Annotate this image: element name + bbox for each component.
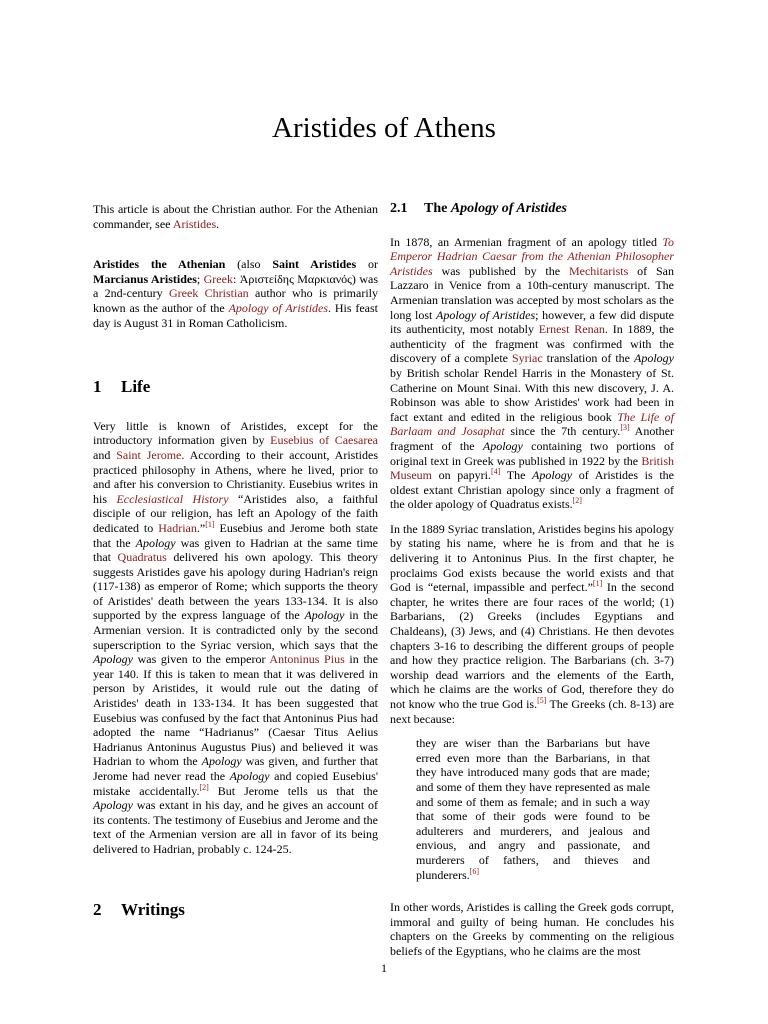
ref-4[interactable]: [4] [490, 467, 501, 477]
ref-2b[interactable]: [2] [572, 496, 582, 506]
subsection-heading-apology: 2.1 The Apology of Aristides [390, 201, 567, 216]
left-column [93, 202, 378, 917]
ref-1[interactable]: [1] [205, 519, 215, 529]
ref-3[interactable]: [3] [620, 423, 630, 433]
link-eusebius[interactable]: Eusebius of Caesarea [270, 433, 378, 448]
apology-paragraph-2: In the 1889 Syriac translation, Aristides begins his apology by stating his name, where he is from and that he is delivering it to Antoninus Pius. In the first chapter, he proclaims God exists because the world exists and that God is “eternal, impassible and perfect.”[1] In the second chapter, he writes there are four races of the world; (1) Barbarians, (2) Greeks (includes Egyptians and Chaldeans), (3) Jews, and (4) Christians. He then devotes chapters 3-16 to describing the different groups of people and how they practice religion. The Barbarians (ch. 3-7) worship dead warriors and the elements of the Earth, which he claims are the works of God, therefore they do not know who the true God is.[5] The Greeks (ch. 8-13) are next because: [390, 521, 675, 726]
section-heading-life: 1 Life [93, 377, 151, 397]
apology-paragraph-3: In other words, Aristides is calling the Greek gods corrupt, immoral and guilty of being human. He concludes his chapters on the Greeks by commenting on the religious beliefs of the Egyptians, who he claims are the most [390, 900, 674, 958]
link-greek-christian[interactable]: Greek Christian [169, 286, 249, 301]
right-column [390, 202, 674, 969]
link-apology[interactable]: Apology of Aristides [228, 300, 329, 315]
link-quadratus[interactable]: Quadratus [117, 550, 167, 565]
link-ernest-renan[interactable]: Ernest Renan [538, 322, 605, 337]
link-hadrian[interactable]: Hadrian [158, 520, 197, 535]
link-greek[interactable]: Greek [203, 271, 233, 286]
block-quote: they are wiser than the Barbarians but have erred even more than the Barbarians, in that they have introduced many gods that are made; and some of them they have represented as male and some of them as female; and in such a way that some of their gods were found to be adulterers and murderers, and jealous and envious, and angry and passionate, and murderers of fathers, and thieves and plunderers.[6] [416, 736, 650, 882]
hatnote-link[interactable]: Aristides [172, 216, 217, 231]
link-mechitarists[interactable]: Mechitarists [568, 263, 629, 278]
link-ecclesiastical-history[interactable]: Ecclesiastical History [116, 491, 229, 506]
link-barlaam-josaphat[interactable]: The Life of Barlaam and Josaphat [390, 409, 674, 439]
link-jerome[interactable]: Saint Jerome [116, 447, 182, 462]
page-title: Aristides of Athens [272, 112, 496, 144]
ref-1b[interactable]: [1] [592, 579, 603, 589]
ref-6[interactable]: [6] [469, 866, 479, 876]
ref-5[interactable]: [5] [537, 696, 547, 705]
ref-2[interactable]: [2] [199, 782, 209, 792]
life-paragraph: Very little is known of Aristides, except for the introductory information given by Eusebius of Caesarea and Saint Jerome. According to their account, Aristides practiced philosophy in Athens, where he lived, prior to and after his conversion to Christianity. Eusebius writes in his Ecclesiastical History “Aristides also, a faithful disciple of our religion, has left an Apology of the faith dedicated to Hadrian.”[1] Eusebius and Jerome both state that the Apology was given to Hadrian at the same time that Quadratus delivered his own apology. This theory suggests Aristides gave his apology during Hadrian's reign (117-138) as emperor of Rome; which supports the theory of Aristides' death between the years 133-134. It is also supported by the express language of the Apology in the Armenian version. It is contradicted only by the second superscription to the Syriac version, which says that the Apology was given to the emperor Antoninus Pius in the year 140. If this is taken to mean that it was delivered in person by Aristides, it would rule out the dating of Aristides' death in 133-134. It has been suggested that Eusebius was confused by the fact that Antoninus Pius had adopted the name “Hadrianus” (Caesar Titus Aelius Hadrianus Antoninus Augustus Pius) and believed it was Hadrian to whom the Apology was given, and further that Jerome had never read the Apology and copied Eusebius' mistake accidentally.[2] But Jerome tells us that the Apology was extant in his day, and he gives an account of its contents. The testimony of Eusebius and Jerome and the text of the Armenian version are all in favor of its being delivered to Hadrian, probably c. 124-25. [93, 418, 379, 856]
hatnote: This article is about the Christian author. For the Athenian commander, see Aristides. [93, 202, 378, 231]
section-heading-writings: 2 Writings [93, 899, 185, 919]
page-number: 1 [381, 961, 387, 975]
apology-paragraph-1: In 1878, an Armenian fragment of an apology titled To Emperor Hadrian Caesar from the Athenian Philosopher Aristides was published by the Mechitarists of San Lazzaro in Venice from a 10th-century manuscript. The Armenian translation was accepted by most scholars as the long lost Apology of Aristides; however, a few did dispute its authenticity, most notably Ernest Renan. In 1889, the authenticity of the fragment was confirmed with the discovery of a complete Syriac translation of the Apology by British scholar Rendel Harris in the Monastery of St. Catherine on Mount Sinai. With this new discovery, J. A. Robinson was able to show Aristides' work had been in fact extant and edited in the religious book The Life of Barlaam and Josaphat since the 7th century.[3] Another fragment of the Apology containing two portions of original text in Greek was published in 1922 by the British Museum on papyri.[4] The Apology of Aristides is the oldest extant Christian apology since only a fragment of the older apology of Quadratus exists.[2] [390, 234, 675, 512]
link-antoninus-pius[interactable]: Antoninus Pius [269, 652, 345, 667]
lead-paragraph: Aristides the Athenian (also Saint Aristides or Marcianus Aristides; Greek: Ἀριστείδης Μαρκιανός) was a 2nd-century Greek Christian author who is primarily known as the author of the Apology of Aristides. His feast day is August 31 in Roman Catholicism. [93, 257, 379, 330]
link-british-museum[interactable]: British Museum [390, 453, 674, 483]
link-to-emperor-hadrian[interactable]: To Emperor Hadrian Caesar from the Athenian Philosopher Aristides [390, 234, 674, 278]
link-syriac[interactable]: Syriac [512, 351, 543, 366]
